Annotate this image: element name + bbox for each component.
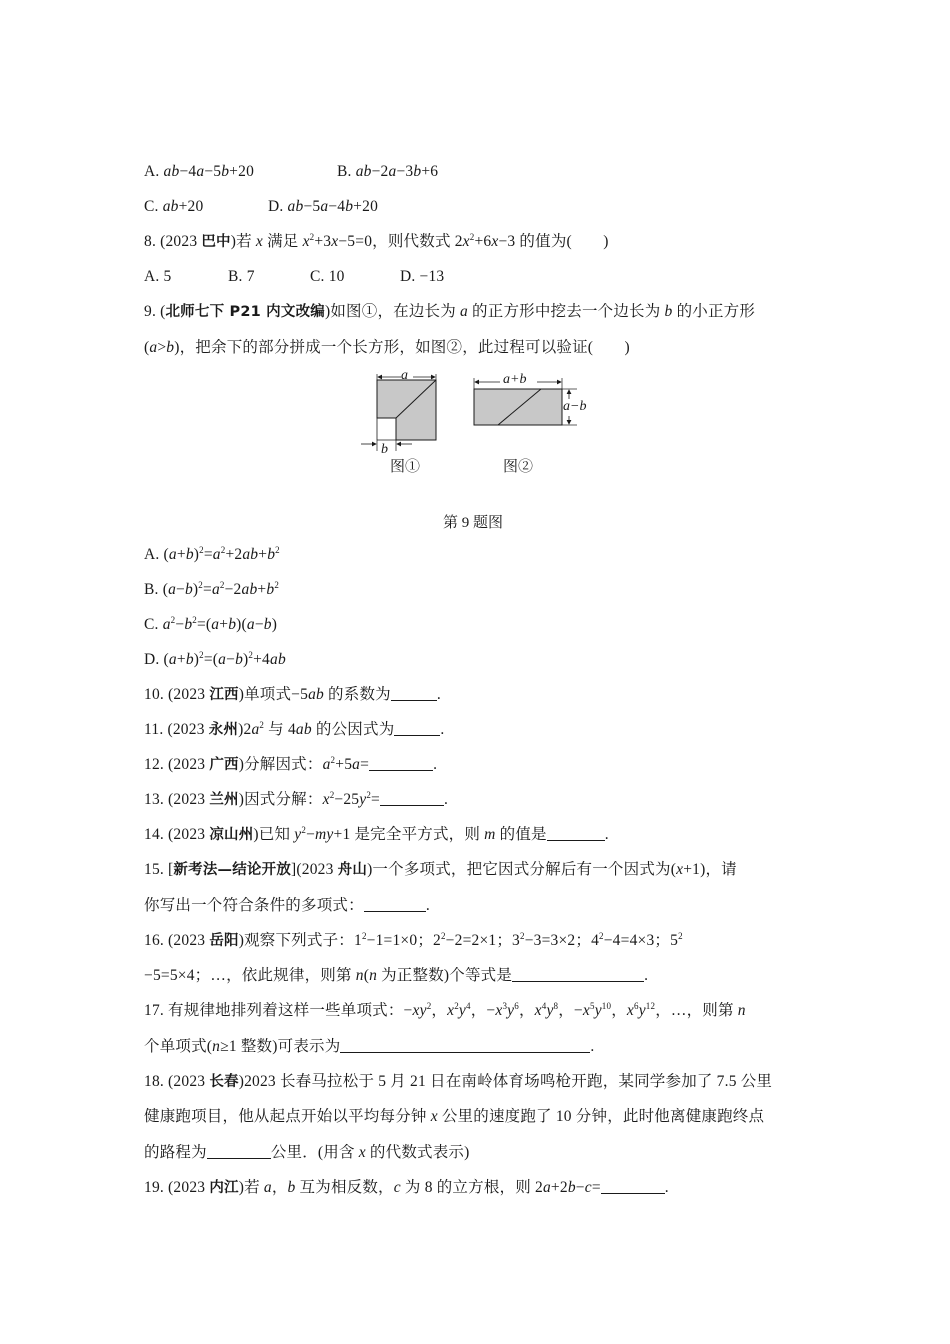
q7-option-a: A. ab−4a−5b+20 [144, 163, 255, 180]
q8-option-d: D. −13 [400, 268, 445, 285]
q9-option-a: A. $(a+b)^2=a^2+2ab+b^2$ [144, 545, 280, 563]
q8-options [144, 267, 444, 287]
q17-number: 17. [144, 1002, 164, 1019]
q15-year: 2023 [301, 861, 334, 878]
q13-source: 兰州 [209, 792, 239, 808]
q19-number: 19. [144, 1179, 164, 1196]
q17-line1: 17. 有规律地排列着这样一些单项式：$-xy^2$，$x^2y^4$，$-x^3y^6$，$x^4y^8$，$-x^5y^{10}$，$x^6y^{12}$，…，则第 n [144, 1001, 746, 1019]
q12: 12. (2023 广西)分解因式：$a^2+5a=$ . [144, 755, 438, 773]
q11-answer-blank[interactable] [394, 721, 440, 736]
q7-options-row2 [144, 197, 378, 217]
q17-answer-blank[interactable] [340, 1038, 590, 1053]
q15-line1: 15. [新考法—结论开放](2023 舟山)一个多项式，把它因式分解后有一个因式为(x+1)，请 [144, 861, 737, 878]
q9-stem-line2: (a>b)，把余下的部分拼成一个长方形，如图②，此过程可以验证( ) [144, 339, 630, 356]
fig2-label-a-minus-b: a−b [563, 399, 587, 414]
q15-number: 15. [144, 861, 164, 878]
q9-option-c: C. $a^2-b^2=(a+b)(a-b)$ [144, 615, 278, 633]
q13-number: 13. [144, 791, 164, 808]
q15-line2: 你写出一个符合条件的多项式： . [144, 897, 430, 914]
q11: 11. (2023 永州)$2a^2$ 与 4ab 的公因式为 . [144, 720, 445, 738]
q16-answer-blank[interactable] [512, 967, 644, 982]
q11-number: 11. [144, 721, 164, 738]
q9-figure [345, 365, 605, 480]
q7-option-d: D. ab−5a−4b+20 [268, 198, 379, 215]
q15-tag: 新考法—结论开放 [173, 862, 292, 878]
q14-source: 凉山州 [209, 827, 254, 843]
q12-number: 12. [144, 756, 164, 773]
q7-option-b: B. ab−2a−3b+6 [337, 163, 439, 180]
q10-answer-blank[interactable] [391, 686, 437, 701]
q8-year: 2023 [165, 233, 198, 250]
q8-option-c: C. 10 [310, 268, 345, 285]
q11-year: 2023 [172, 721, 205, 738]
q12-answer-blank[interactable] [369, 756, 433, 771]
q16-year: 2023 [173, 932, 206, 949]
q8-option-a: A. 5 [144, 268, 172, 285]
q16-line1: 16. (2023 岳阳)观察下列式子：$1^2-1=1\times 0$；$2^2-2=2\times 1$；$3^2-3=3\times 2$；$4^2-4=4\times 3$；$5^2$ [144, 931, 683, 949]
figure-1-square [361, 374, 436, 451]
q14-year: 2023 [173, 826, 206, 843]
q13-year: 2023 [173, 791, 206, 808]
q8-number: 8. [144, 233, 157, 250]
q14: 14. (2023 凉山州)已知 $y^2-my+1$ 是完全平方式，则 m 的值是 . [144, 825, 609, 843]
q10-source: 江西 [209, 687, 239, 703]
q9-stem-line1: 9. (北师七下 P21 内文改编)如图①，在边长为 a 的正方形中挖去一个边长为 b 的小正方形 [144, 303, 756, 320]
q18-year: 2023 [173, 1073, 206, 1090]
q9-option-b: B. $(a-b)^2=a^2-2ab+b^2$ [144, 580, 280, 598]
q17-line2: 个单项式(n≥1 整数)可表示为 . [144, 1038, 595, 1055]
q18-source: 长春 [209, 1074, 239, 1090]
q18-line1: 18. (2023 长春)2023 长春马拉松于 5 月 21 日在南岭体育场鸣枪开跑，某同学参加了 7.5 公里 [144, 1073, 773, 1090]
q9-source: 北师七下 P21 内文改编 [165, 304, 325, 320]
q8-stem: 8. (2023 巴中)若 x 满足 $x^2+3x-5=0$，则代数式 $2x^2+6x-3$ 的值为( ) [144, 232, 609, 250]
fig1-label-b: b [381, 442, 388, 457]
q19-source: 内江 [209, 1180, 239, 1196]
q18-answer-blank[interactable] [207, 1144, 271, 1159]
fig1-label-a: a [401, 368, 408, 383]
q8-option-b: B. 7 [228, 268, 255, 285]
q19-answer-blank[interactable] [601, 1179, 665, 1194]
q15-answer-blank[interactable] [364, 897, 426, 912]
q12-source: 广西 [209, 757, 239, 773]
figure-caption: 第 9 题图 [443, 515, 504, 531]
q10: 10. (2023 江西)单项式−5ab 的系数为 . [144, 686, 441, 703]
q7-option-c: C. ab+20 [144, 198, 204, 215]
q18-line3: 的路程为 公里．(用含 x 的代数式表示) [144, 1144, 470, 1161]
q9-number: 9. [144, 303, 157, 320]
fig2-caption: 图② [503, 459, 534, 475]
q19-year: 2023 [173, 1179, 206, 1196]
q10-year: 2023 [173, 686, 206, 703]
q9-option-d: D. $(a+b)^2=(a-b)^2+4ab$ [144, 650, 286, 668]
q14-answer-blank[interactable] [547, 826, 605, 841]
q7-options-row1 [144, 162, 438, 182]
q13-answer-blank[interactable] [380, 791, 444, 806]
q15-source: 舟山 [337, 862, 368, 878]
q12-year: 2023 [173, 756, 206, 773]
q18-line2: 健康跑项目，他从起点开始以平均每分钟 x 公里的速度跑了 10 分钟，此时他离健康跑终点 [144, 1108, 765, 1125]
q11-source: 永州 [208, 722, 239, 738]
q8-source: 巴中 [201, 234, 231, 250]
q16-source: 岳阳 [209, 933, 239, 949]
q14-number: 14. [144, 826, 164, 843]
q19: 19. (2023 内江)若 a，b 互为相反数，c 为 8 的立方根，则 2a+2b−c= . [144, 1179, 669, 1196]
q18-number: 18. [144, 1073, 164, 1090]
q16-number: 16. [144, 932, 164, 949]
fig2-label-a-plus-b: a+b [503, 372, 527, 387]
fig1-caption: 图① [390, 459, 421, 475]
q10-number: 10. [144, 686, 164, 703]
q16-line2: −5=5×4；…，依此规律，则第 n(n 为正整数)个等式是 . [144, 967, 649, 984]
q13: 13. (2023 兰州)因式分解：$x^2-25y^2=$ . [144, 790, 449, 808]
